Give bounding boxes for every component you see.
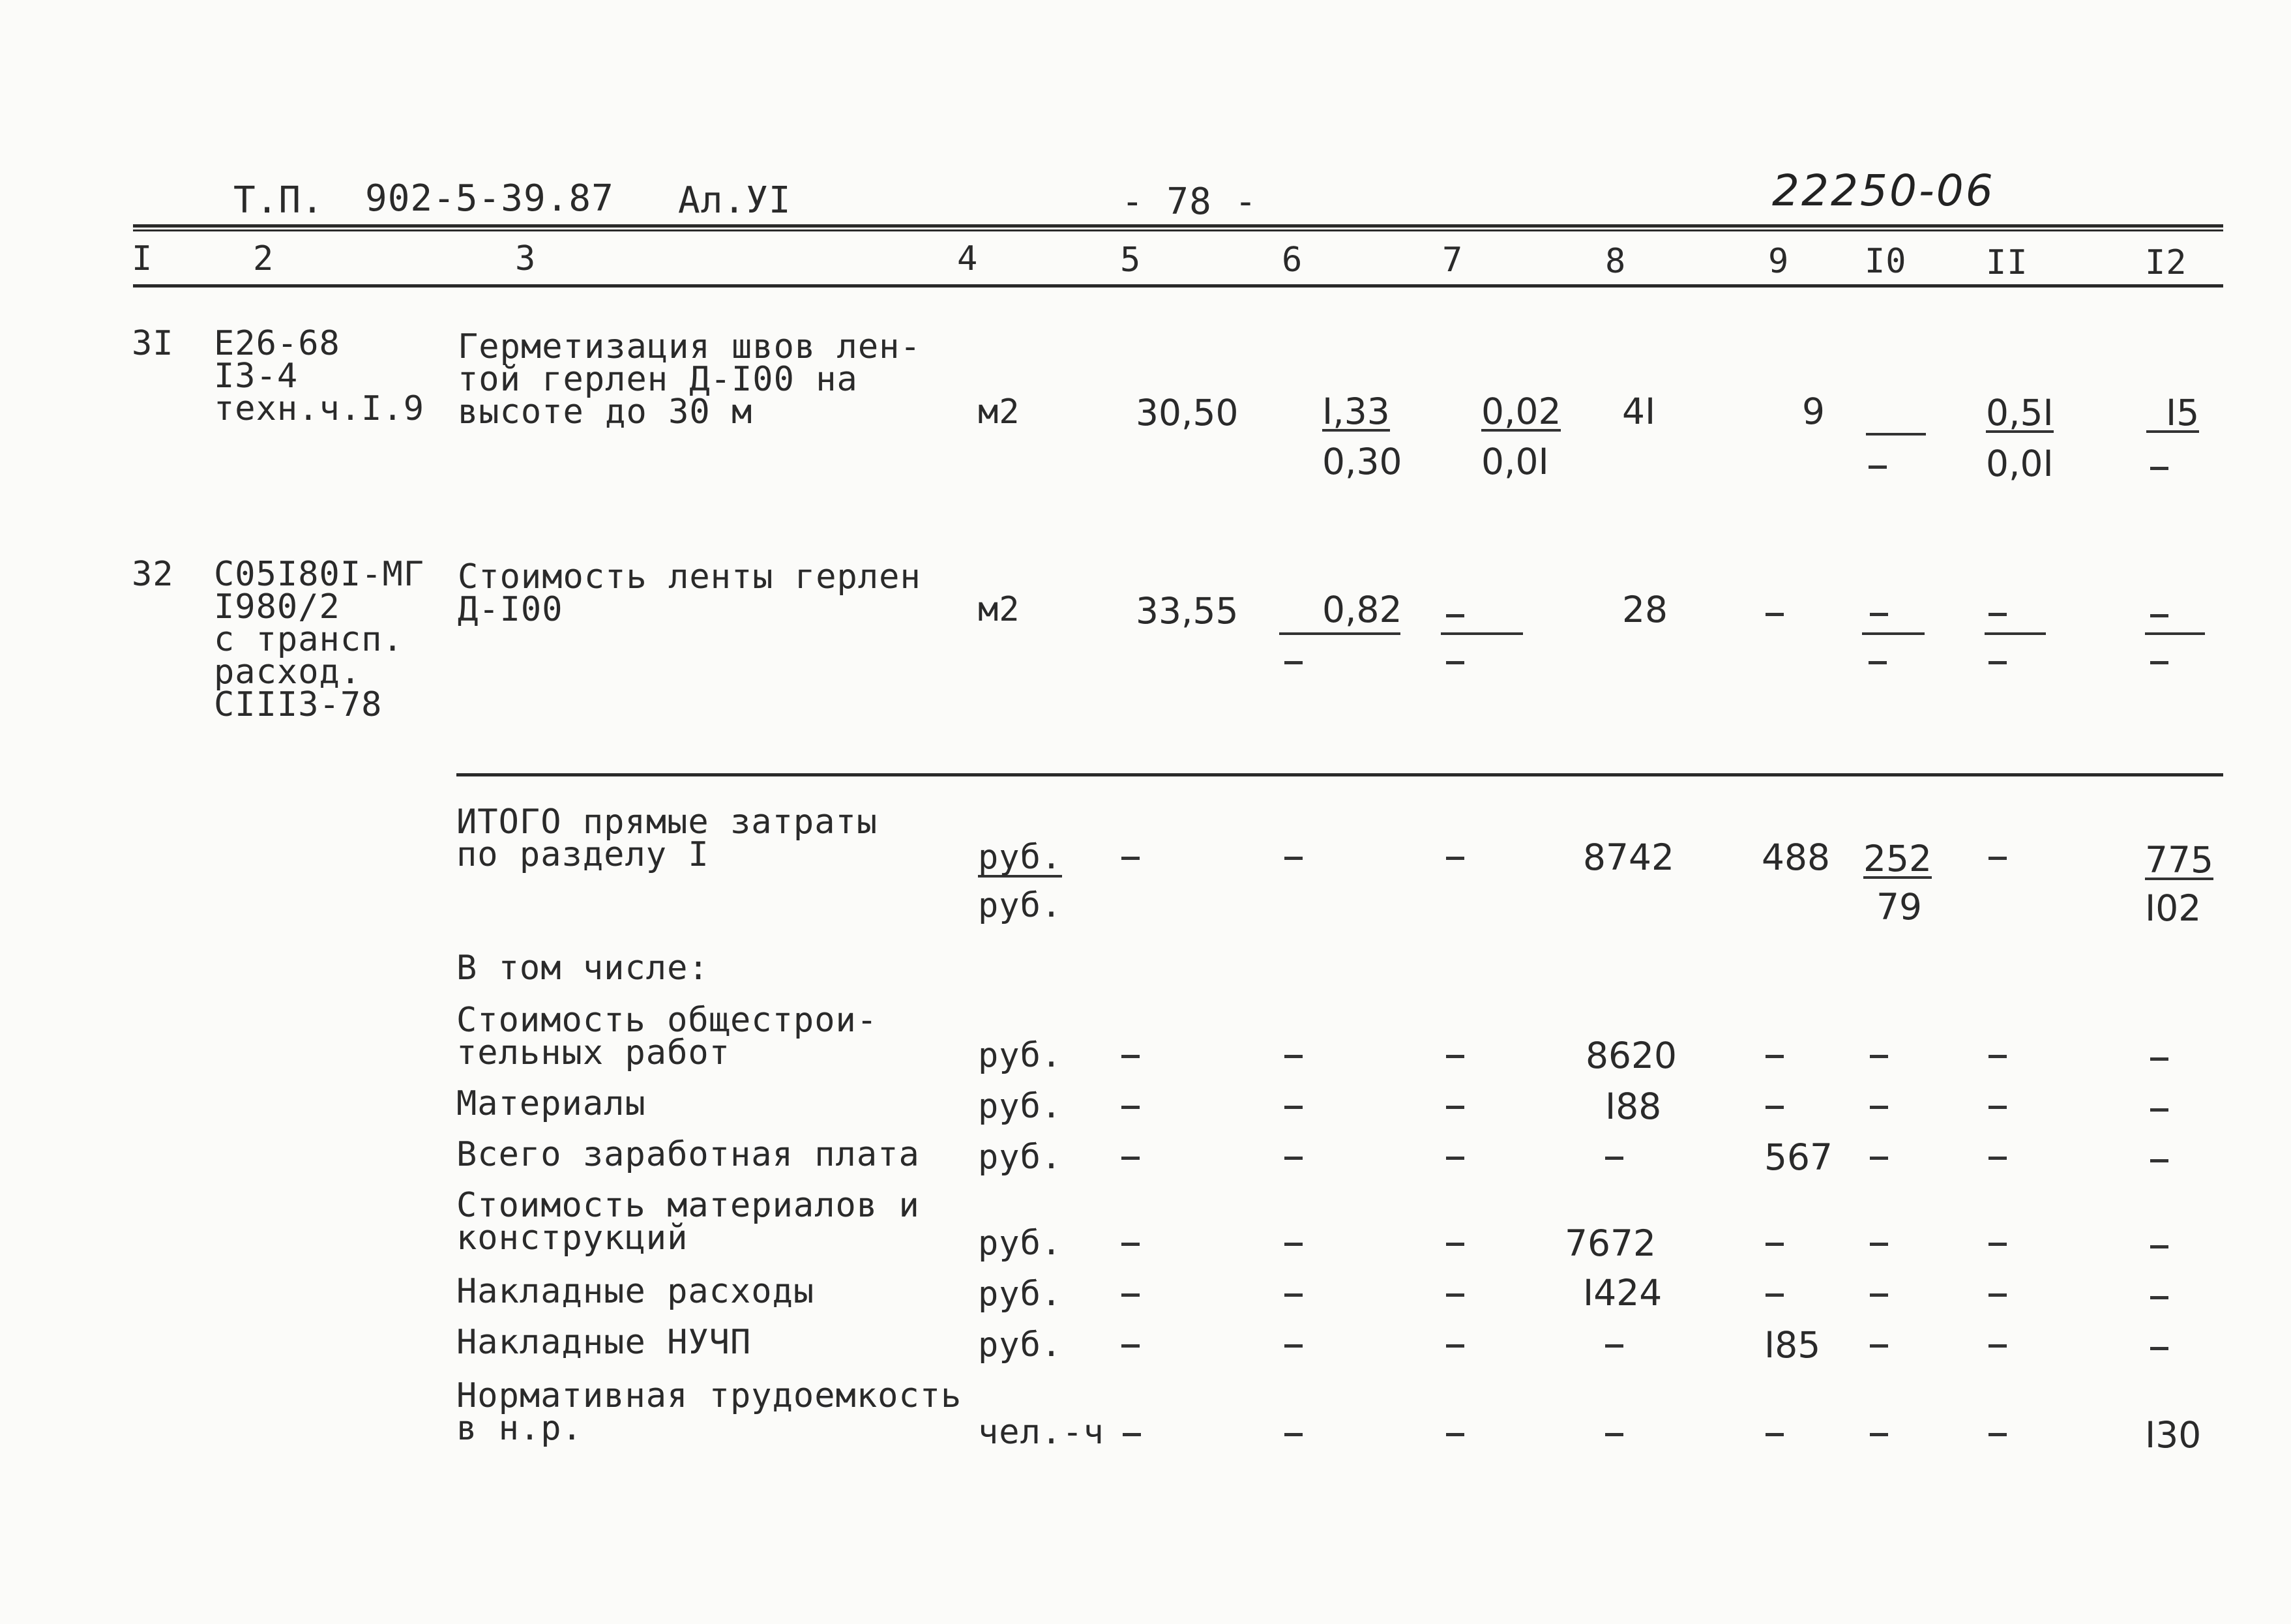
page-number: - 78 -: [1121, 181, 1258, 223]
dash-col12: [2150, 1159, 2168, 1162]
work-description: Герметизация швов лен-: [458, 327, 921, 366]
unit: руб.: [978, 1224, 1063, 1263]
column-number: 7: [1442, 241, 1464, 280]
work-description: Стоимость ленты герлен: [458, 557, 921, 597]
column-number: 6: [1282, 241, 1303, 280]
project-number: 902-5-39.87: [365, 177, 614, 220]
unit: м2: [978, 392, 1020, 432]
value-col11-top: 0,5I: [1986, 392, 2054, 434]
dash-col10: [1870, 1293, 1888, 1297]
unit-top: руб.: [978, 838, 1063, 877]
dash-col6: [1284, 1344, 1303, 1348]
fraction-line-col10: [1862, 632, 1925, 635]
breakdown-label: в н.р.: [456, 1409, 583, 1448]
dash-col12-bottom: [2150, 661, 2168, 664]
value-col8: 4I: [1622, 391, 1656, 432]
breakdown-label: конструкций: [456, 1218, 688, 1258]
total-col8: 8742: [1583, 836, 1674, 878]
value-col7-bottom: 0,0I: [1481, 441, 1549, 482]
breakdown-label: Материалы: [456, 1084, 646, 1123]
dash-col10: [1870, 1243, 1888, 1246]
dash-col10: [1870, 1157, 1888, 1160]
value-col9: 567: [1764, 1136, 1833, 1178]
total-label: ИТОГО прямые затраты: [456, 803, 878, 842]
dash-col6: [1284, 857, 1303, 860]
value-col8: I424: [1583, 1272, 1663, 1314]
dash-col12: [2150, 1347, 2168, 1350]
rate-code: СIII3-78: [214, 685, 383, 724]
dash-col8: [1605, 1344, 1623, 1348]
header-rule-top-2: [133, 229, 2223, 231]
header-rule-bottom: [133, 284, 2223, 288]
dash-col6-bottom: [1284, 661, 1303, 664]
column-number: 8: [1605, 242, 1627, 281]
dash-col11: [1988, 1106, 2007, 1109]
dash-col9: [1766, 1433, 1784, 1436]
column-number: 3: [515, 239, 537, 278]
dash-col5: [1121, 1243, 1140, 1246]
value-col8: 8620: [1586, 1035, 1677, 1076]
rate-code: расход.: [214, 653, 362, 692]
value-col7-top: 0,02: [1481, 391, 1561, 432]
rate-code: I3-4: [214, 357, 299, 396]
dash-col7: [1446, 1055, 1464, 1058]
total-label: по разделу I: [456, 835, 709, 874]
work-description: той герлен Д-I00 на: [458, 360, 858, 399]
dash-col5: [1121, 1055, 1140, 1058]
unit: м2: [978, 590, 1020, 629]
value-col8: I88: [1605, 1085, 1662, 1127]
dash-col9: [1766, 613, 1784, 616]
dash-col5: [1121, 1293, 1140, 1297]
dash-col12-top: [2150, 614, 2168, 617]
dash-col7: [1446, 1293, 1464, 1297]
row-number: 32: [132, 555, 174, 594]
dash-col6: [1284, 1433, 1303, 1436]
dash-col11: [1988, 1243, 2007, 1246]
dash-col9: [1766, 1243, 1784, 1246]
dash-col12: [2150, 1057, 2168, 1061]
dash-col7: [1446, 1157, 1464, 1160]
dash-col10: [1870, 1055, 1888, 1058]
dash-col6: [1284, 1055, 1303, 1058]
dash-col9: [1766, 1106, 1784, 1109]
breakdown-label: Стоимость материалов и: [456, 1186, 920, 1225]
total-col10-bottom: 79: [1876, 886, 1922, 928]
work-description: Д-I00: [458, 590, 563, 629]
unit-bottom: руб.: [978, 886, 1063, 925]
total-col9: 488: [1762, 836, 1830, 878]
dash-col9: [1766, 1293, 1784, 1297]
rate-code: С05I80I-МГ: [214, 555, 425, 594]
dash-col8: [1605, 1157, 1623, 1160]
including-label: В том числе:: [456, 949, 709, 988]
dash-col5: [1121, 1106, 1140, 1109]
fraction-line-col7: [1441, 632, 1523, 635]
dash-col5: [1121, 1344, 1140, 1348]
dash-col9: [1766, 1055, 1784, 1058]
dash-col6: [1284, 1293, 1303, 1297]
breakdown-label: Нормативная трудоемкость: [456, 1376, 962, 1415]
value-col11-bottom: 0,0I: [1986, 443, 2054, 484]
unit: руб.: [978, 1138, 1063, 1177]
dash-col11-top: [1988, 613, 2007, 616]
value-col12: I30: [2145, 1414, 2202, 1456]
rate-code: с трансп.: [214, 620, 404, 659]
value-col6-top: 0,82: [1322, 589, 1402, 630]
unit: руб.: [978, 1275, 1063, 1314]
dash-col5: [1123, 1433, 1141, 1436]
dash-col7: [1446, 1344, 1464, 1348]
dash-col11: [1988, 1433, 2007, 1436]
dash-col11: [1988, 857, 2007, 860]
fraction-line-col11: [1985, 632, 2046, 635]
breakdown-label: тельных работ: [456, 1033, 730, 1072]
column-number: I0: [1865, 242, 1907, 281]
quantity: 33,55: [1136, 590, 1239, 632]
work-description: высоте до 30 м: [458, 392, 753, 432]
quantity: 30,50: [1136, 392, 1239, 434]
dash-col7: [1446, 857, 1464, 860]
dash-col10-bottom: [1869, 465, 1887, 469]
header-rule-top: [133, 224, 2223, 228]
dash-col6: [1284, 1157, 1303, 1160]
unit: чел.-ч: [978, 1413, 1104, 1452]
dash-col10: [1870, 1433, 1888, 1436]
dash-col7-top: [1446, 614, 1464, 617]
column-number: II: [1986, 243, 2028, 282]
unit: руб.: [978, 1087, 1063, 1126]
column-number: I2: [2145, 243, 2187, 282]
row-number: 3I: [132, 324, 174, 363]
dash-col12-bottom: [2150, 467, 2168, 470]
dash-col11: [1988, 1055, 2007, 1058]
tp-label: Т.П.: [233, 179, 324, 222]
dash-col12: [2150, 1108, 2168, 1112]
breakdown-label: Стоимость общестрои-: [456, 1001, 878, 1040]
column-number: 5: [1120, 241, 1142, 280]
dash-col10-bottom: [1869, 661, 1887, 664]
value-col9: 9: [1802, 391, 1825, 432]
fraction-line-col12: [2145, 632, 2205, 635]
section-rule: [456, 773, 2223, 776]
value-col8: 28: [1622, 589, 1668, 630]
dash-col7: [1446, 1433, 1464, 1436]
dash-col11: [1988, 1293, 2007, 1297]
dash-col11-bottom: [1988, 661, 2007, 664]
dash-col10-top: [1866, 433, 1926, 436]
dash-col10: [1870, 1106, 1888, 1109]
column-number: 4: [957, 239, 979, 278]
total-col10-top: 252: [1863, 838, 1932, 879]
value-col12: I5: [2146, 396, 2199, 433]
value-col6-top: I,33: [1322, 391, 1390, 432]
dash-col7-bottom: [1446, 661, 1464, 664]
dash-col11: [1988, 1157, 2007, 1160]
rate-code: I980/2: [214, 587, 340, 627]
breakdown-label: Накладные НУЧП: [456, 1323, 752, 1362]
rate-code: техн.ч.I.9: [214, 389, 425, 428]
total-col12-bottom: I02: [2145, 887, 2202, 929]
column-number: 9: [1768, 242, 1790, 281]
dash-col6: [1284, 1243, 1303, 1246]
value-col8: 7672: [1565, 1222, 1656, 1264]
total-col12-top: 775: [2145, 839, 2213, 881]
dash-col5: [1121, 1157, 1140, 1160]
value-col6-bottom: 0,30: [1322, 441, 1402, 482]
album-label: Ал.УI: [678, 179, 791, 222]
document-code: 22250-06: [1772, 166, 1995, 216]
fraction-line-col6: [1279, 632, 1400, 635]
breakdown-label: Всего заработная плата: [456, 1135, 920, 1174]
value-col9: I85: [1764, 1324, 1821, 1366]
dash-col12: [2150, 1296, 2168, 1299]
breakdown-label: Накладные расходы: [456, 1272, 815, 1311]
column-number: I: [132, 239, 153, 278]
dash-col6: [1284, 1106, 1303, 1109]
dash-col8: [1605, 1433, 1623, 1436]
dash-col5: [1121, 857, 1140, 860]
dash-col7: [1446, 1106, 1464, 1109]
column-number: 2: [253, 239, 274, 278]
unit: руб.: [978, 1036, 1063, 1075]
dash-col10: [1870, 1344, 1888, 1348]
dash-col7: [1446, 1243, 1464, 1246]
dash-col11: [1988, 1344, 2007, 1348]
dash-col12: [2150, 1245, 2168, 1248]
rate-code: Е26-68: [214, 324, 340, 363]
dash-col10-top: [1870, 613, 1888, 616]
unit: руб.: [978, 1325, 1063, 1365]
